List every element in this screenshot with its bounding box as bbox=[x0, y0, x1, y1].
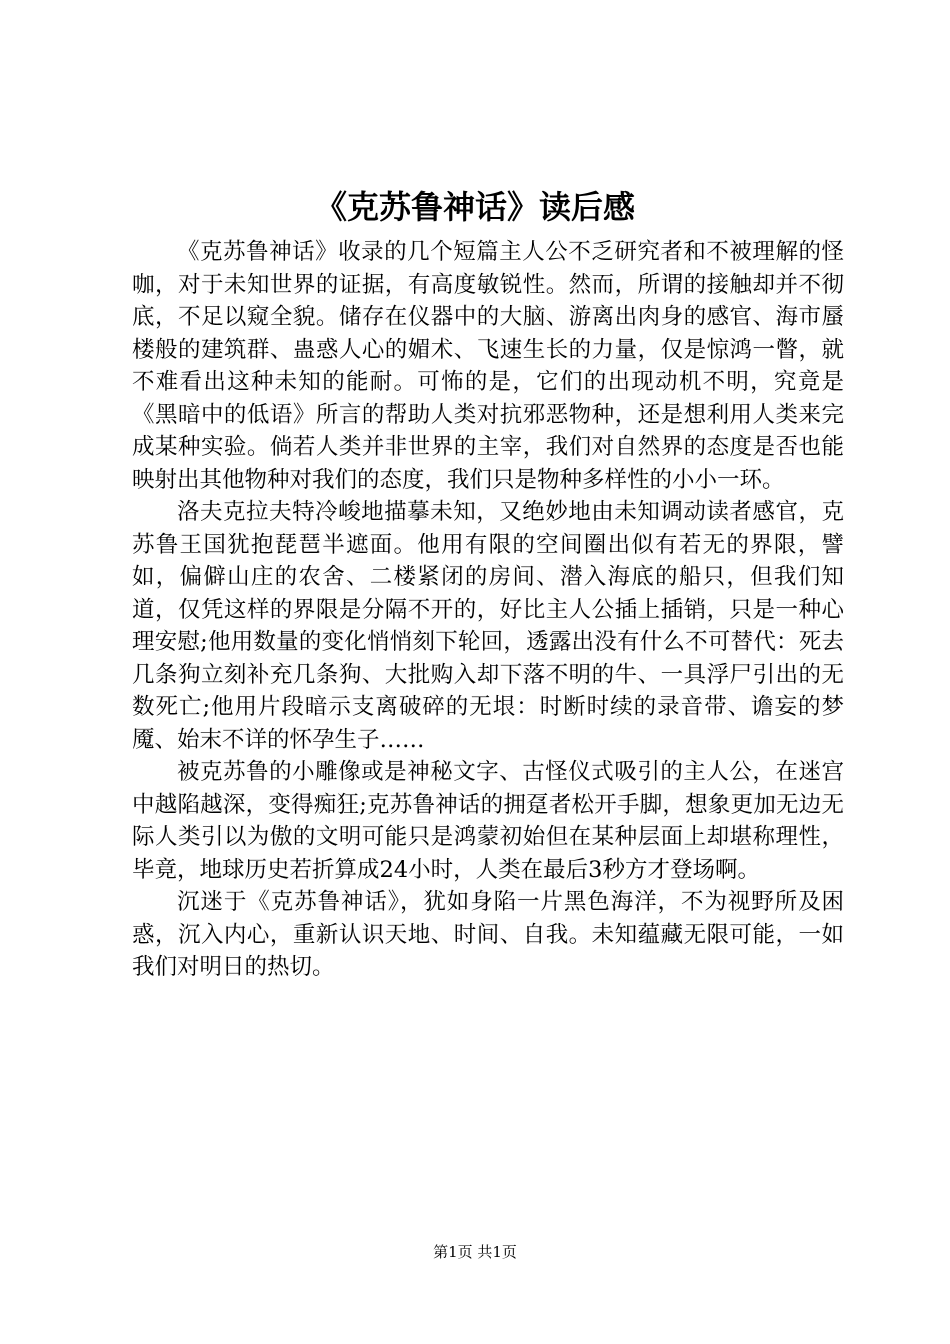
page-footer: 第1页 共1页 bbox=[433, 1243, 517, 1261]
document-body bbox=[132, 236, 844, 984]
paragraph-2: 洛夫克拉夫特冷峻地描摹未知，又绝妙地由未知调动读者感官，克苏鲁王国犹抱琵琶半遮面。他用有限的空间圈出似有若无的界限，譬如，偏僻山庄的农舍、二楼紧闭的房间、潜入海底的船只，但我们知道，仅凭这样的界限是分隔不开的，好比主人公插上插销，只是一种心理安慰;他用数量的变化悄悄刻下轮回，透露出没有什么不可替代：死去几条狗立刻补充几条狗、大批购入却下落不明的牛、一具浮尸引出的无数死亡;他用片段暗示支离破碎的无垠：时断时续的录音带、谵妄的梦魇、始末不详的怀孕生子…… bbox=[132, 499, 844, 753]
document-title: 《克苏鲁神话》读后感 bbox=[314, 188, 635, 226]
paragraph-1: 《克苏鲁神话》收录的几个短篇主人公不乏研究者和不被理解的怪咖，对于未知世界的证据，有高度敏锐性。然而，所谓的接触却并不彻底，不足以窥全貌。储存在仪器中的大脑、游离出肉身的感官、海市蜃楼般的建筑群、蛊惑人心的媚术、飞速生长的力量，仅是惊鸿一瞥，就不难看出这种未知的能耐。可怖的是，它们的出现动机不明，究竟是《黑暗中的低语》所言的帮助人类对抗邪恶物种，还是想利用人类来完成某种实验。倘若人类并非世界的主宰，我们对自然界的态度是否也能映射出其他物种对我们的态度，我们只是物种多样性的小小一环。 bbox=[132, 239, 844, 493]
paragraph-3: 被克苏鲁的小雕像或是神秘文字、古怪仪式吸引的主人公，在迷宫中越陷越深，变得痴狂;克苏鲁神话的拥趸者松开手脚，想象更加无边无际人类引以为傲的文明可能只是鸿蒙初始但在某种层面上却堪称理性，毕竟，地球历史若折算成24小时，人类在最后3秒方才登场啊。 bbox=[132, 759, 844, 883]
paragraph-4: 沉迷于《克苏鲁神话》，犹如身陷一片黑色海洋，不为视野所及困惑，沉入内心，重新认识天地、时间、自我。未知蕴藏无限可能，一如我们对明日的热切。 bbox=[132, 889, 844, 980]
